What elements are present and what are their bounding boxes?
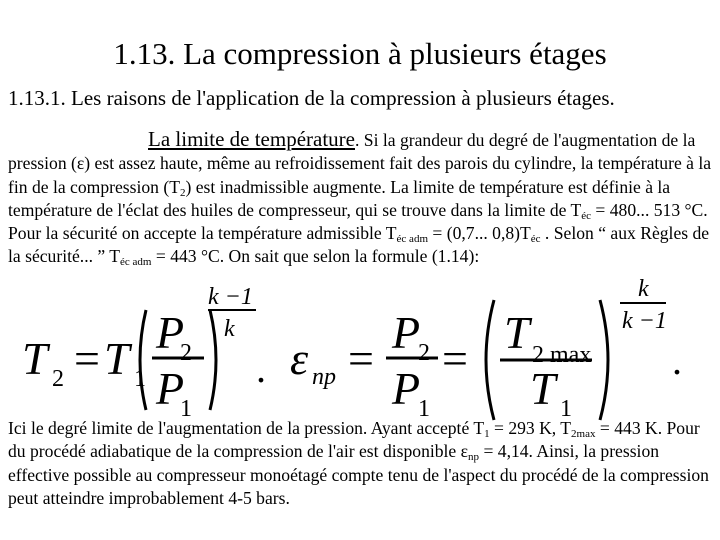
- formula-symbol: P: [156, 363, 185, 414]
- subscript: 2: [179, 186, 186, 199]
- subscript: np: [468, 451, 480, 464]
- formula-symbol: T: [530, 363, 556, 414]
- right-paren: [600, 300, 608, 420]
- subscript: éc adm: [120, 256, 152, 269]
- formula-subscript: 2: [418, 340, 430, 366]
- text-run: . Selon “ aux Règles de la sécurité... ” T: [8, 223, 710, 267]
- paragraph-temperature-limit: [8, 128, 720, 269]
- text-run: = 4,14. Ainsi, la pression effective possible au compresseur monoétagé compte tenu de l'aspect du procédé de la compression peut atteindre improbablement 4-5 bars.: [8, 441, 709, 508]
- formula-symbol: ε: [290, 333, 309, 384]
- text-run: . Si la grandeur du degré de l'augmentation de la pression (ε) est assez haute, même au refroidissement fait des parois du cylindre, la température à la fin de la compression (T: [8, 130, 712, 197]
- left-paren: [486, 300, 494, 420]
- formula-subscript: 2 max: [532, 342, 592, 368]
- formula-subscript: 1: [560, 396, 572, 422]
- text-run: = 480... 513 °C. Pour la sécurité on accepte la température admissible T: [8, 199, 708, 244]
- formula-symbol: T: [22, 333, 48, 384]
- text-run: = (0,7... 0,8)T: [428, 223, 531, 244]
- lead-term: La limite de température: [148, 127, 355, 151]
- paragraph-pressure-limit: [8, 417, 720, 510]
- formula-subscript: 2: [180, 340, 192, 366]
- subscript: 1: [484, 428, 490, 440]
- formula-svg: [0, 270, 720, 430]
- page-title: 1.13. La compression à plusieurs étages: [113, 36, 607, 71]
- formula-equals: =: [74, 333, 100, 384]
- text-run: = 443 °C. On sait que selon la formule (1.14):: [151, 246, 480, 267]
- section-heading: 1.13.1. Les raisons de l'application de la compression à plusieurs étages.: [8, 86, 615, 110]
- formula-subscript: 1: [134, 366, 146, 392]
- formula-dot: .: [256, 346, 266, 391]
- subscript: éc: [530, 233, 541, 246]
- formula-subscript: 1: [418, 396, 430, 422]
- formula-equals: =: [348, 333, 374, 384]
- formula-symbol: P: [392, 307, 421, 358]
- text-run: = 293 K, T: [489, 418, 572, 438]
- formula-subscript: 2: [52, 366, 64, 392]
- formula-symbol: P: [392, 363, 421, 414]
- exponent-denominator: k: [224, 316, 235, 342]
- subscript: 2max: [571, 428, 596, 440]
- formula-dot: .: [672, 338, 682, 383]
- formula-subscript: 1: [180, 396, 192, 422]
- formula-equals: =: [442, 333, 468, 384]
- formula-block: [0, 270, 720, 430]
- text-run: = 443 K. Pour du procédé adiabatique de la compression de l'air est disponible ε: [8, 418, 700, 462]
- formula-symbol: T: [504, 307, 530, 358]
- subscript: éc: [581, 209, 592, 222]
- formula-subscript: np: [312, 364, 336, 390]
- formula-symbol: T: [104, 333, 130, 384]
- subscript: éc adm: [396, 233, 428, 246]
- text-run: ) est inadmissible augmente. La limite de température est définie à la température de l'éclat des huiles de compresseur, qui se trouve dans la limite de T: [8, 176, 671, 220]
- formula-symbol: P: [156, 307, 185, 358]
- right-paren: [210, 310, 216, 410]
- left-paren: [140, 310, 146, 410]
- text-run: Ici le degré limite de l'augmentation de la pression. Ayant accepté T: [8, 418, 485, 438]
- exponent-numerator: k: [638, 276, 649, 302]
- exponent-numerator: k −1: [208, 284, 253, 310]
- exponent-denominator: k −1: [622, 308, 667, 334]
